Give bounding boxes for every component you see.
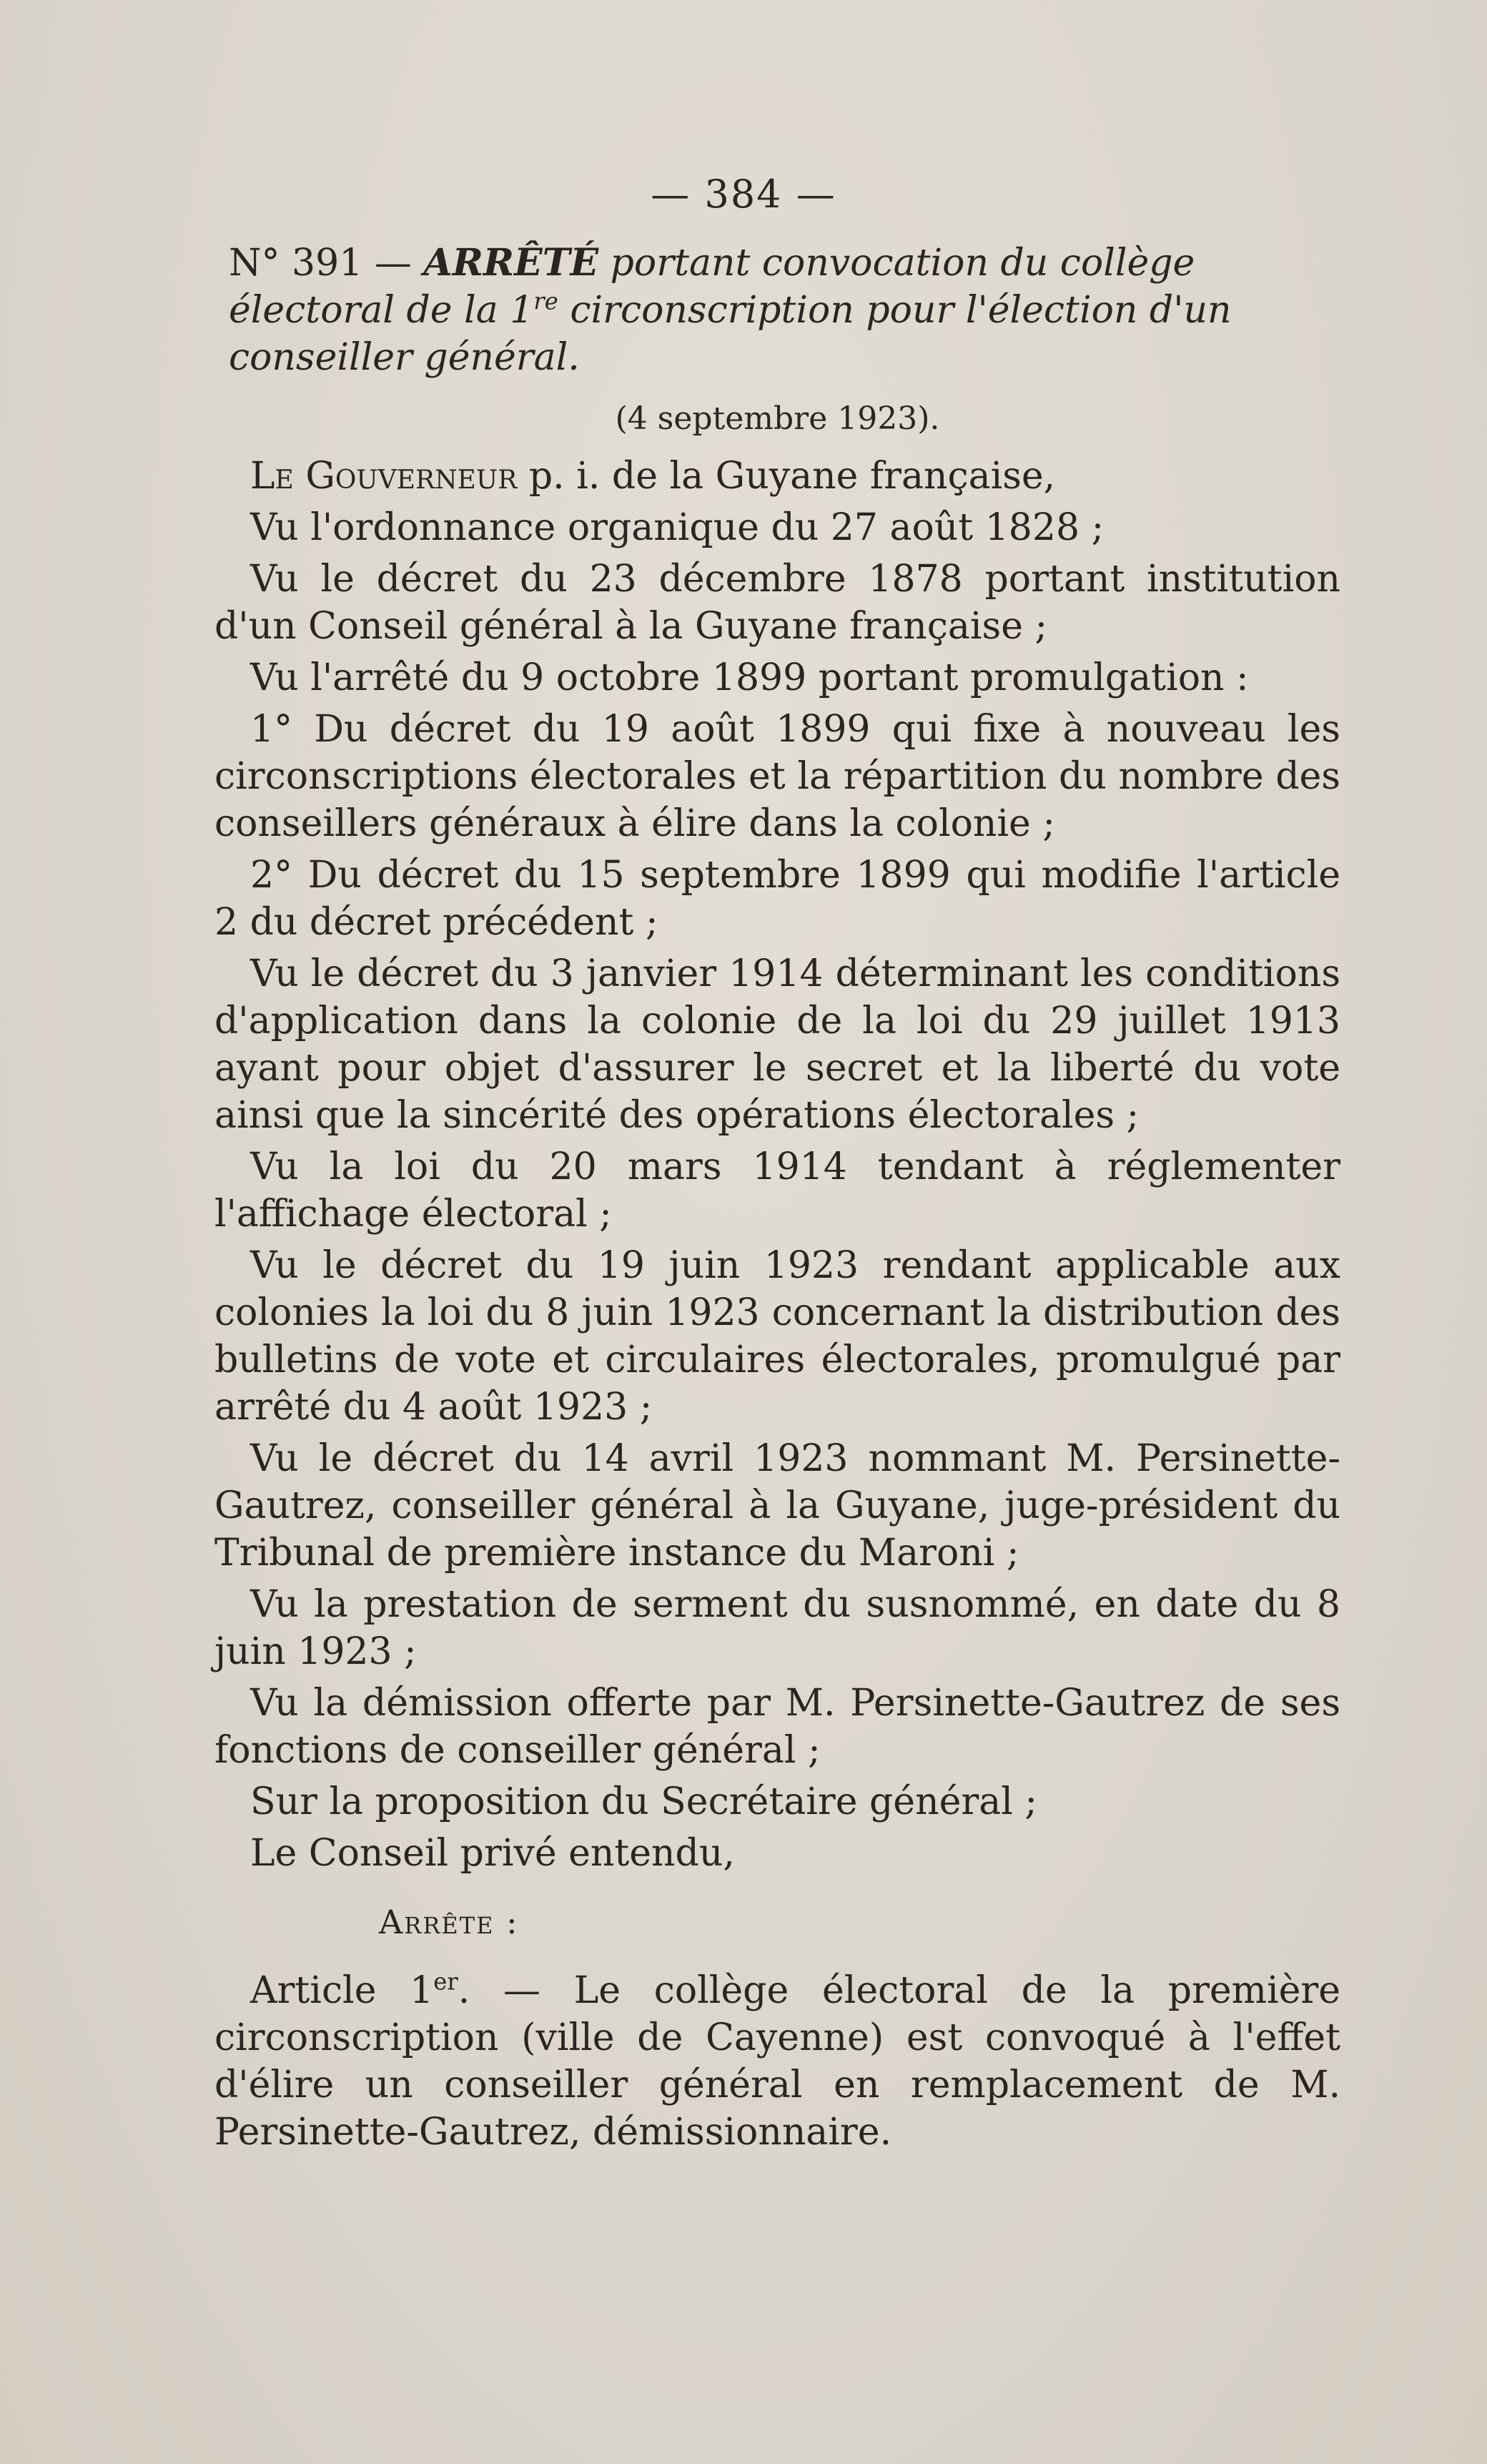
article-label: Article 1 [250, 1969, 434, 2012]
act-heading-text: portant convocation du collège électoral de la 1 [229, 242, 1195, 332]
considerant-paragraph: Vu le décret du 19 juin 1923 rendant applicable aux colonies la loi du 8 juin 1923 concernant la distribution des bulletins de vote et circulaires électorales, promulgué par arrêté du 4 août 1923 ; [214, 1244, 1340, 1429]
considerant-paragraph: Vu le décret du 14 avril 1923 nommant M. Persinette-Gautrez, conseiller général à la Guyane, juge-président du Tribunal de première instance du Maroni ; [214, 1437, 1340, 1575]
considerant-paragraph: Vu l'ordonnance organique du 27 août 1828 ; [250, 506, 1105, 549]
considerant-paragraph: Vu la loi du 20 mars 1914 tendant à réglementer l'affichage électoral ; [214, 1145, 1340, 1236]
considerant-paragraph: Le Conseil privé entendu, [250, 1832, 735, 1875]
considerant-paragraph: 1° Du décret du 19 août 1899 qui fixe à nouveau les circonscriptions électorales et la répartition du nombre des conseillers généraux à élire dans la colonie ; [214, 708, 1340, 845]
act-type: ARRÊTÉ [423, 241, 599, 285]
considerant-paragraph: 2° Du décret du 15 septembre 1899 qui modifie l'article 2 du décret précédent ; [214, 854, 1340, 944]
considerant-paragraph: Vu le décret du 23 décembre 1878 portant institution d'un Conseil général à la Guyane française ; [214, 558, 1340, 648]
article-text: . — Le collège électoral de la première circonscription (ville de Cayenne) est convoqué à l'effet d'élire un conseiller général en remplacement de M. Persinette-Gautrez, démissionnaire. [214, 1969, 1341, 2154]
considerant-paragraph: Sur la proposition du Secrétaire général ; [250, 1780, 1037, 1823]
document-body [214, 240, 1340, 2156]
act-date: (4 septembre 1923). [615, 400, 940, 437]
considerant-paragraph: Vu la prestation de serment du susnommé, en date du 8 juin 1923 ; [214, 1583, 1340, 1673]
act-title [214, 240, 1340, 381]
gouverneur-rest: p. i. de la Guyane française, [517, 455, 1056, 498]
title-dash: — [374, 242, 412, 285]
act-heading-end: circonscription pour l'élection d'un conseiller général. [229, 289, 1232, 379]
page-number: — 384 — [651, 172, 836, 217]
considerant-paragraph: Vu l'arrêté du 9 octobre 1899 portant promulgation : [250, 656, 1249, 699]
considerant-paragraph: Vu la démission offerte par M. Persinette-Gautrez de ses fonctions de conseiller général ; [214, 1682, 1340, 1772]
considerant-paragraph: Vu le décret du 3 janvier 1914 déterminant les conditions d'application dans la colonie de la loi du 29 juillet 1913 ayant pour objet d'assurer le secret et la liberté du vote ainsi que la sincérité des opérations électorales ; [214, 952, 1340, 1137]
act-number: N° 391 [229, 242, 363, 285]
gouverneur-title: Le Gouverneur [250, 455, 518, 498]
arrete-heading: Arrête : [379, 1903, 519, 1941]
article-label-sup: er [433, 1968, 458, 1996]
act-heading-sup: re [533, 287, 558, 315]
gouverneur-line [214, 453, 1340, 500]
article-1 [214, 1967, 1340, 2156]
